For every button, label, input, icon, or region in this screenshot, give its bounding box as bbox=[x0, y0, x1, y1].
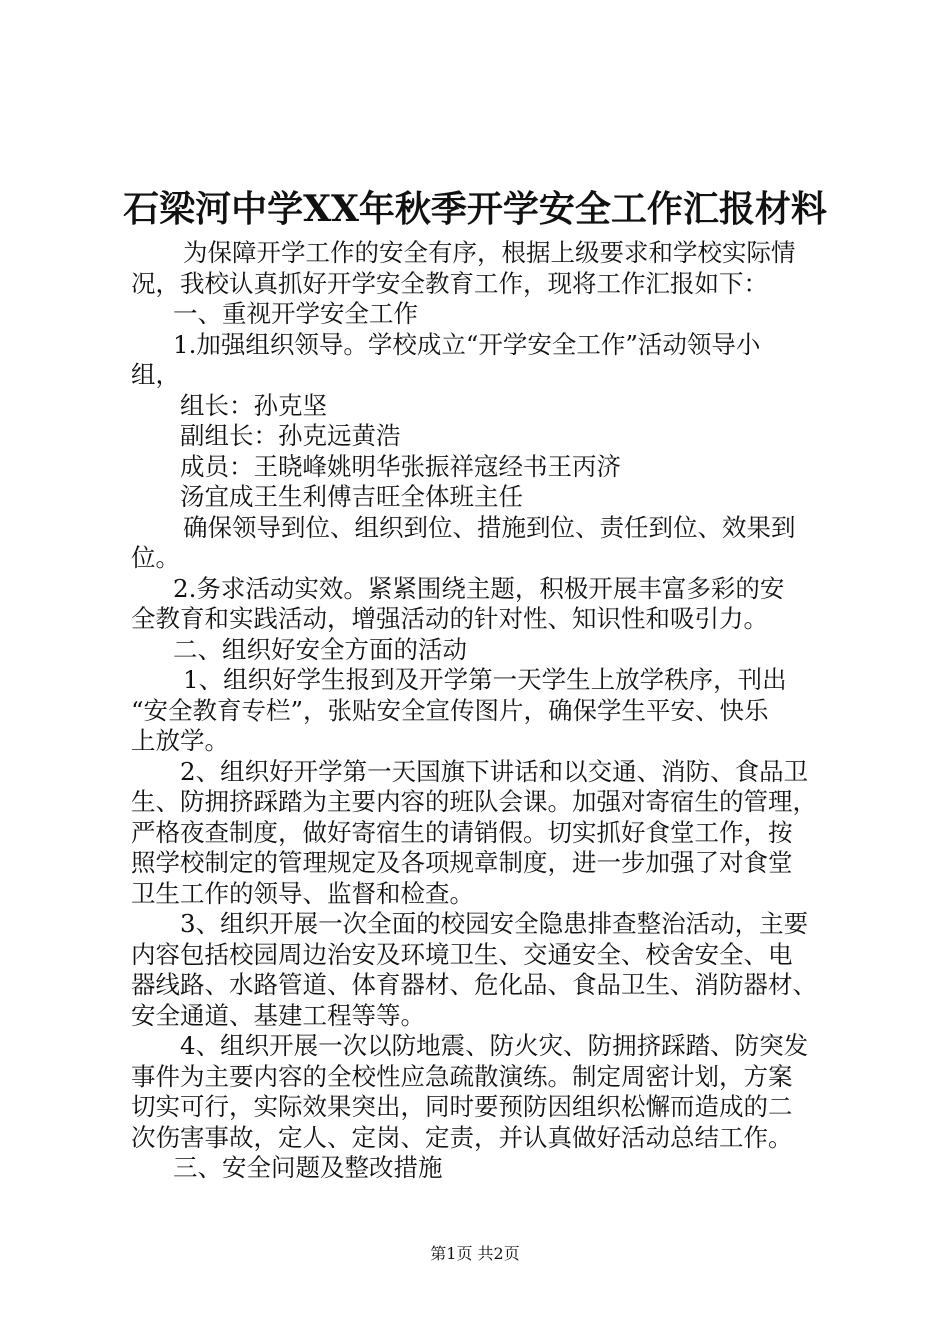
paragraph-line: 二、组织好安全方面的活动 bbox=[173, 634, 467, 664]
paragraph-line: 1.加强组织领导。学校成立“开学安全工作”活动领导小 bbox=[173, 329, 761, 359]
paragraph-line: 汤宜成王生利傅吉旺全体班主任 bbox=[180, 482, 523, 511]
paragraph-line: 上放学。 bbox=[131, 726, 229, 755]
paragraph-line: 1、组织好学生报到及开学第一天学生上放学秩序，刊出 bbox=[183, 665, 787, 694]
paragraph-line: 确保领导到位、组织到位、措施到位、责任到位、效果到 bbox=[183, 512, 796, 542]
paragraph-line: 切实可行，实际效果突出，同时要预防因组织松懈而造成的二 bbox=[131, 1092, 793, 1121]
document-body bbox=[131, 238, 831, 1184]
paragraph-line: 照学校制定的管理规定及各项规章制度，进一步加强了对食堂 bbox=[131, 848, 793, 877]
paragraph-line: 3、组织开展一次全面的校园安全隐患排查整治活动，主要 bbox=[180, 909, 809, 938]
paragraph-line: 器线路、水路管道、体育器材、危化品、食品卫生、消防器材、 bbox=[131, 970, 817, 999]
paragraph-line: 全教育和实践活动，增强活动的针对性、知识性和吸引力。 bbox=[131, 604, 768, 633]
paragraph-line: 2、组织好开学第一天国旗下讲话和以交通、消防、食品卫 bbox=[180, 756, 809, 786]
document-title: 石梁河中学XX年秋季开学安全工作汇报材料 bbox=[123, 188, 827, 230]
paragraph-line: 位。 bbox=[131, 543, 180, 572]
paragraph-line: 组， bbox=[131, 360, 180, 389]
page-footer: 第1页 共2页 bbox=[430, 1244, 520, 1263]
paragraph-line: “安全教育专栏”，张贴安全宣传图片，确保学生平安、快乐 bbox=[131, 695, 769, 725]
paragraph-line: 为保障开学工作的安全有序，根据上级要求和学校实际情 bbox=[183, 238, 796, 267]
paragraph-line: 严格夜查制度，做好寄宿生的请销假。切实抓好食堂工作，按 bbox=[131, 817, 793, 847]
paragraph-line: 生、防拥挤踩踏为主要内容的班队会课。加强对寄宿生的管理， bbox=[131, 787, 817, 816]
paragraph-line: 组长：孙克坚 bbox=[180, 390, 327, 420]
paragraph-line: 2.务求活动实效。紧紧围绕主题，积极开展丰富多彩的安 bbox=[173, 573, 785, 603]
paragraph-line: 一、重视开学安全工作 bbox=[173, 299, 418, 328]
paragraph-line: 况，我校认真抓好开学安全教育工作，现将工作汇报如下： bbox=[131, 268, 768, 298]
paragraph-line: 内容包括校园周边治安及环境卫生、交通安全、校舍安全、电 bbox=[131, 939, 793, 969]
paragraph-line: 4、组织开展一次以防地震、防火灾、防拥挤踩踏、防突发 bbox=[180, 1031, 809, 1060]
paragraph-line: 安全通道、基建工程等等。 bbox=[131, 1000, 425, 1030]
paragraph-line: 卫生工作的领导、监督和检查。 bbox=[131, 878, 474, 908]
paragraph-line: 成员：王晓峰姚明华张振祥寇经书王丙济 bbox=[180, 451, 621, 481]
paragraph-line: 事件为主要内容的全校性应急疏散演练。制定周密计划，方案 bbox=[131, 1061, 793, 1091]
paragraph-line: 次伤害事故，定人、定岗、定责，并认真做好活动总结工作。 bbox=[131, 1122, 793, 1152]
paragraph-line: 三、安全问题及整改措施 bbox=[173, 1153, 443, 1182]
paragraph-line: 副组长：孙克远黄浩 bbox=[180, 421, 401, 450]
